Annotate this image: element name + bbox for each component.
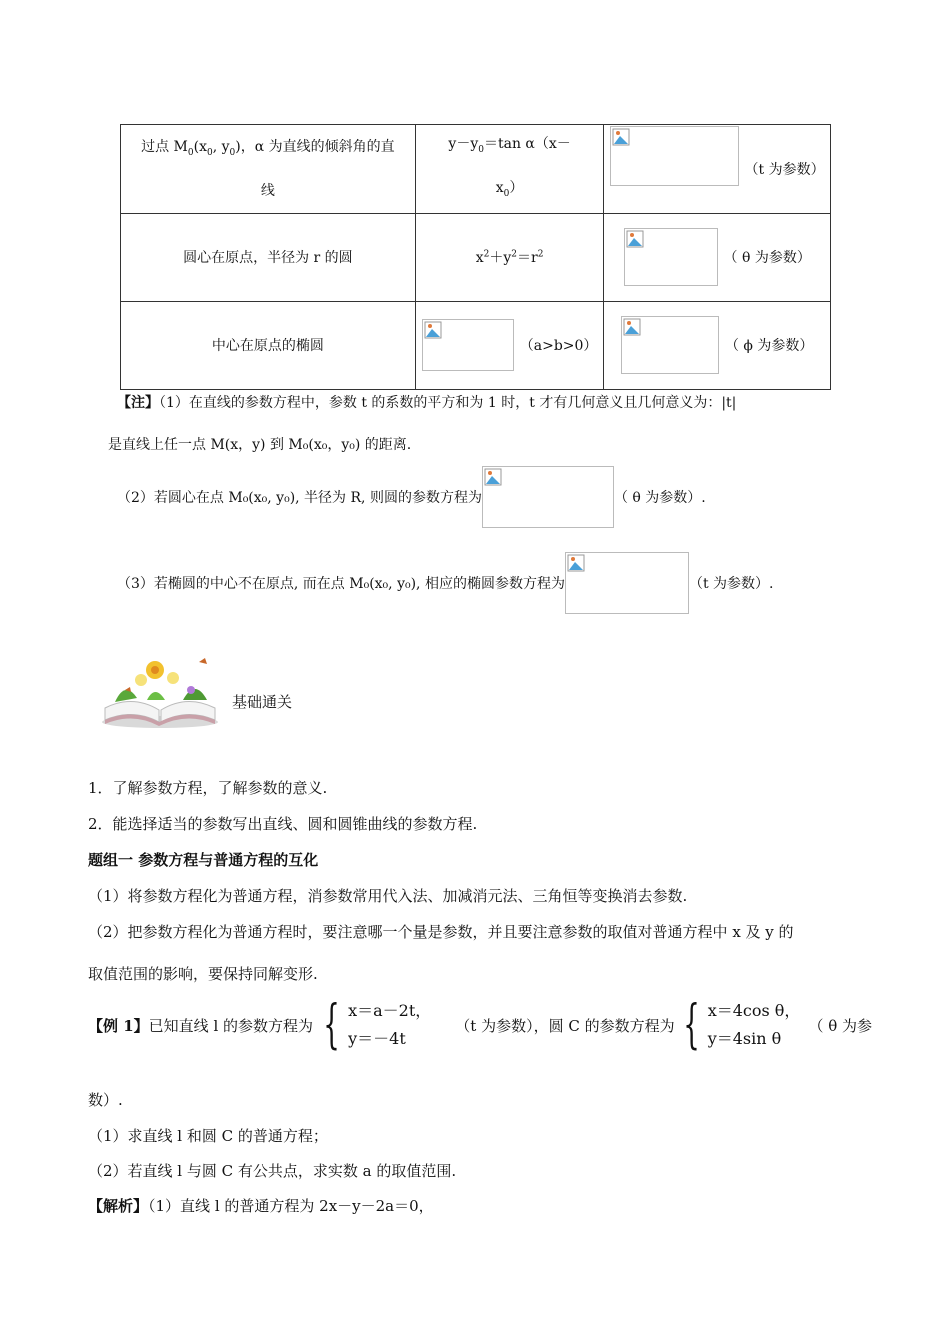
formula-image-placeholder xyxy=(610,126,738,186)
equation-cell: $y-y_0=\tan$ α（x－ $x_0$） xyxy=(415,125,604,214)
param-cell: （t 为参数） xyxy=(604,125,831,214)
param-cell: （ θ 为参数） xyxy=(604,213,831,301)
paragraph-2-line-a: （2）把参数方程化为普通方程时，要注意哪一个量是参数，并且要注意参数的取值对普通方程中 x 及 y 的 xyxy=(88,923,794,941)
formula-image-placeholder xyxy=(621,316,719,374)
broken-image-icon xyxy=(424,321,442,339)
broken-image-icon xyxy=(623,318,641,336)
formula-image-placeholder xyxy=(422,319,514,371)
note-3: （3）若椭圆的中心不在原点, 而在点 M₀(x₀, y₀), 相应的椭圆参数方程为 （t 为参数）. xyxy=(117,552,774,614)
left-brace: { xyxy=(682,995,700,1055)
curve-cell: 过点 $M_0(x_0$, $y_0$)，α 为直线的倾斜角的直 线 xyxy=(121,125,416,214)
section-title: 基础通关 xyxy=(232,693,293,711)
circle-system: { x＝4cos θ， y＝4sin θ xyxy=(682,995,801,1055)
question-2: （2）若直线 l 与圆 C 有公共点，求实数 a 的取值范围. xyxy=(88,1162,457,1180)
goal-1: 1．了解参数方程，了解参数的意义. xyxy=(88,779,328,797)
formula-image-placeholder xyxy=(565,552,689,614)
book-illustration xyxy=(95,650,225,730)
curve-cell: 中心在原点的椭圆 xyxy=(121,301,416,389)
equation-cell: $x^2+y^2=r^2$ xyxy=(415,213,604,301)
note-1-line-a: 【注】（1）在直线的参数方程中，参数 t 的系数的平方和为 1 时，t 才有几何意义且几何意义为：|t| xyxy=(117,395,737,411)
table-row xyxy=(121,213,831,301)
broken-image-icon xyxy=(484,468,502,486)
curve-cell: 圆心在原点，半径为 r 的圆 xyxy=(121,213,416,301)
broken-image-icon xyxy=(612,128,630,146)
table-row xyxy=(121,125,831,214)
equation-cell: （a>b>0） xyxy=(415,301,604,389)
formula-image-placeholder xyxy=(624,228,718,286)
goal-2: 2．能选择适当的参数写出直线、圆和圆锥曲线的参数方程. xyxy=(88,815,478,833)
formula-image-placeholder xyxy=(482,466,614,528)
broken-image-icon xyxy=(567,554,585,572)
param-cell: （ ϕ 为参数） xyxy=(604,301,831,389)
broken-image-icon xyxy=(626,230,644,248)
group-title: 题组一 参数方程与普通方程的互化 xyxy=(88,851,319,869)
example-tail: 数）. xyxy=(88,1091,123,1109)
paragraph-2-line-b: 取值范围的影响，要保持同解变形. xyxy=(88,965,318,983)
note-2: （2）若圆心在点 M₀(x₀, y₀), 半径为 R, 则圆的参数方程为 （ θ 为参数）. xyxy=(117,466,706,528)
table-row xyxy=(121,301,831,389)
paragraph-1: （1）将参数方程化为普通方程，消参数常用代入法、加减消元法、三角恒等变换消去参数. xyxy=(88,887,688,905)
note-1-line-b: 是直线上任一点 M(x，y) 到 M₀(x₀，y₀) 的距离. xyxy=(108,437,412,453)
line-system: { x＝a－2t， y＝－4t xyxy=(323,995,432,1055)
solution: 【解析】（1）直线 l 的普通方程为 2x－y－2a＝0， xyxy=(88,1197,434,1215)
left-brace: { xyxy=(323,995,340,1055)
example-1: 【例 1】 已知直线 l 的参数方程为 { x＝a－2t， y＝－4t （t 为参数），圆 C 的参数方程为 { x＝4cos θ， y＝4sin θ （ θ 为参 xyxy=(88,995,873,1055)
parameter-table xyxy=(120,124,831,390)
question-1: （1）求直线 l 和圆 C 的普通方程； xyxy=(88,1127,328,1145)
